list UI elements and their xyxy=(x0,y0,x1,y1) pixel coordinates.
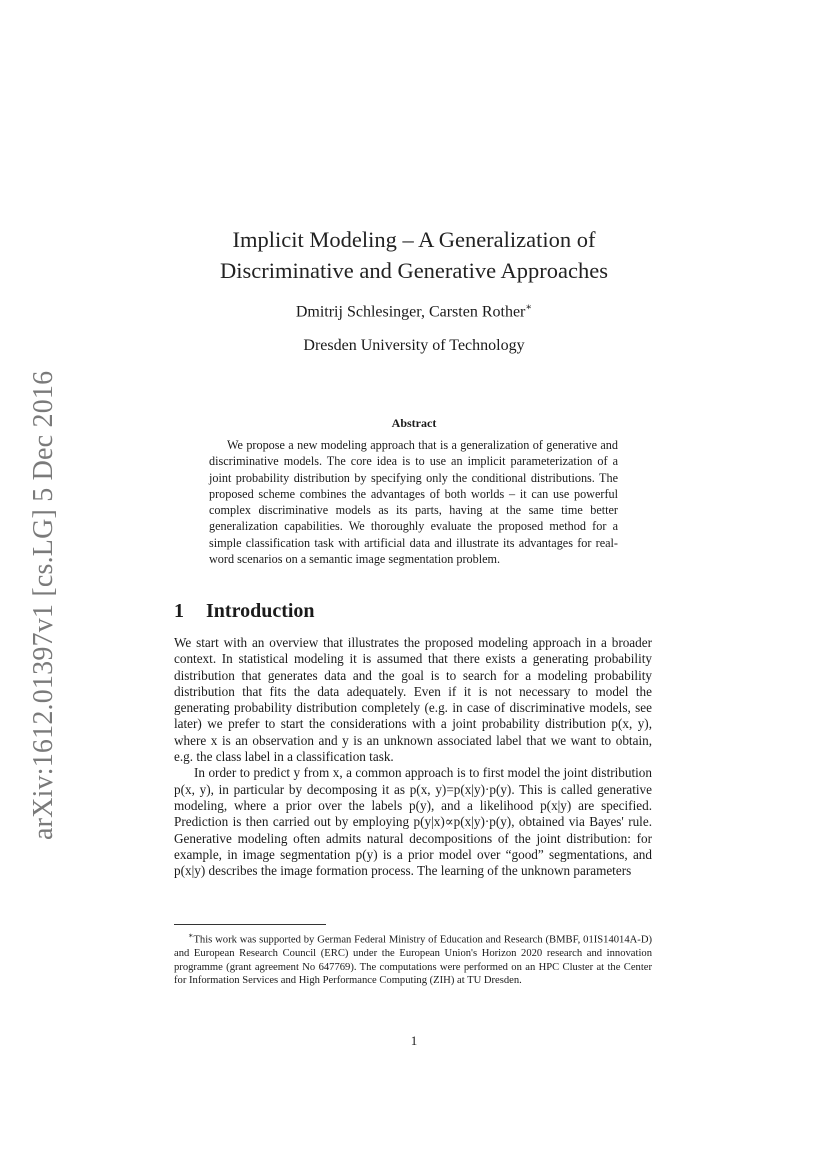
section-number: 1 xyxy=(174,600,184,622)
footnote-rule xyxy=(174,924,326,925)
section-heading xyxy=(174,600,315,623)
paragraph: In order to predict y from x, a common approach is to first model the joint distribution p(x, y), in particular by decomposing it as p(x, y)=p(x|y)·p(y). This is called generative modeling, where a prior over the labels p(y), and a likelihood p(x|y) are specified. Prediction is then carried out by employing p(y|x)∝p(x|y)·p(y), obtained via Bayes' rule. Generative modeling often admits natural decompositions of the joint distribution: for example, in image segmentation p(y) is a prior model over “good” segmentations, and p(x|y) describes the image formation process. The learning of the unknown parameters xyxy=(174,765,652,879)
title-line-2: Discriminative and Generative Approaches xyxy=(220,258,608,283)
affiliation: Dresden University of Technology xyxy=(303,337,525,354)
abstract-heading: Abstract xyxy=(391,416,437,430)
footnote-mark: ∗ xyxy=(188,931,194,940)
authors xyxy=(150,302,678,321)
abstract-body xyxy=(209,437,618,567)
paragraph: We start with an overview that illustrates the proposed modeling approach in a broader context. In statistical modeling it is assumed that there exists a generating probability distribution that generates data and the goal is to search for a modeling probability distribution that fits the data adequately. Even if it is not necessary to model the generating probability distribution completely (e.g. in case of discriminative models, see later) we prefer to start the considerations with a joint probability distribution p(x, y), where x is an observation and y is an unknown associated label that we want to obtain, e.g. the class label in a classification task. xyxy=(174,635,652,765)
arxiv-side-stamp: arXiv:1612.01397v1 [cs.LG] 5 Dec 2016 xyxy=(28,370,59,840)
author-footnote-mark: ∗ xyxy=(525,302,533,313)
page-number: 1 xyxy=(410,1033,418,1048)
paper-title xyxy=(150,224,678,286)
section-title: Introduction xyxy=(206,600,315,622)
abstract-text: We propose a new modeling approach that is a generalization of generative and discriminative models. The core idea is to use an implicit parameterization of a joint probability distribution by specifying only the conditional distributions. The proposed scheme combines the advantages of both worlds – it can use powerful complex discriminative models as its parts, having at the same time better generalization capabilities. We thoroughly evaluate the proposed method for a simple classification task with artificial data and illustrate its advantages for real-word scenarios on a semantic image segmentation problem. xyxy=(209,438,618,567)
footnote xyxy=(174,929,652,988)
body-text xyxy=(174,635,652,879)
title-line-1: Implicit Modeling – A Generalization of xyxy=(232,227,596,252)
footnote-text: This work was supported by German Federal Ministry of Education and Research (BMBF, 01IS14014A-D) and European Research Council (ERC) under the European Union's Horizon 2020 research and innovation programme (grant agreement No 647769). The computations were performed on an HPC Cluster at the Center for Information Services and High Performance Computing (ZIH) at TU Dresden. xyxy=(174,934,652,987)
author-names: Dmitrij Schlesinger, Carsten Rother xyxy=(295,303,526,321)
